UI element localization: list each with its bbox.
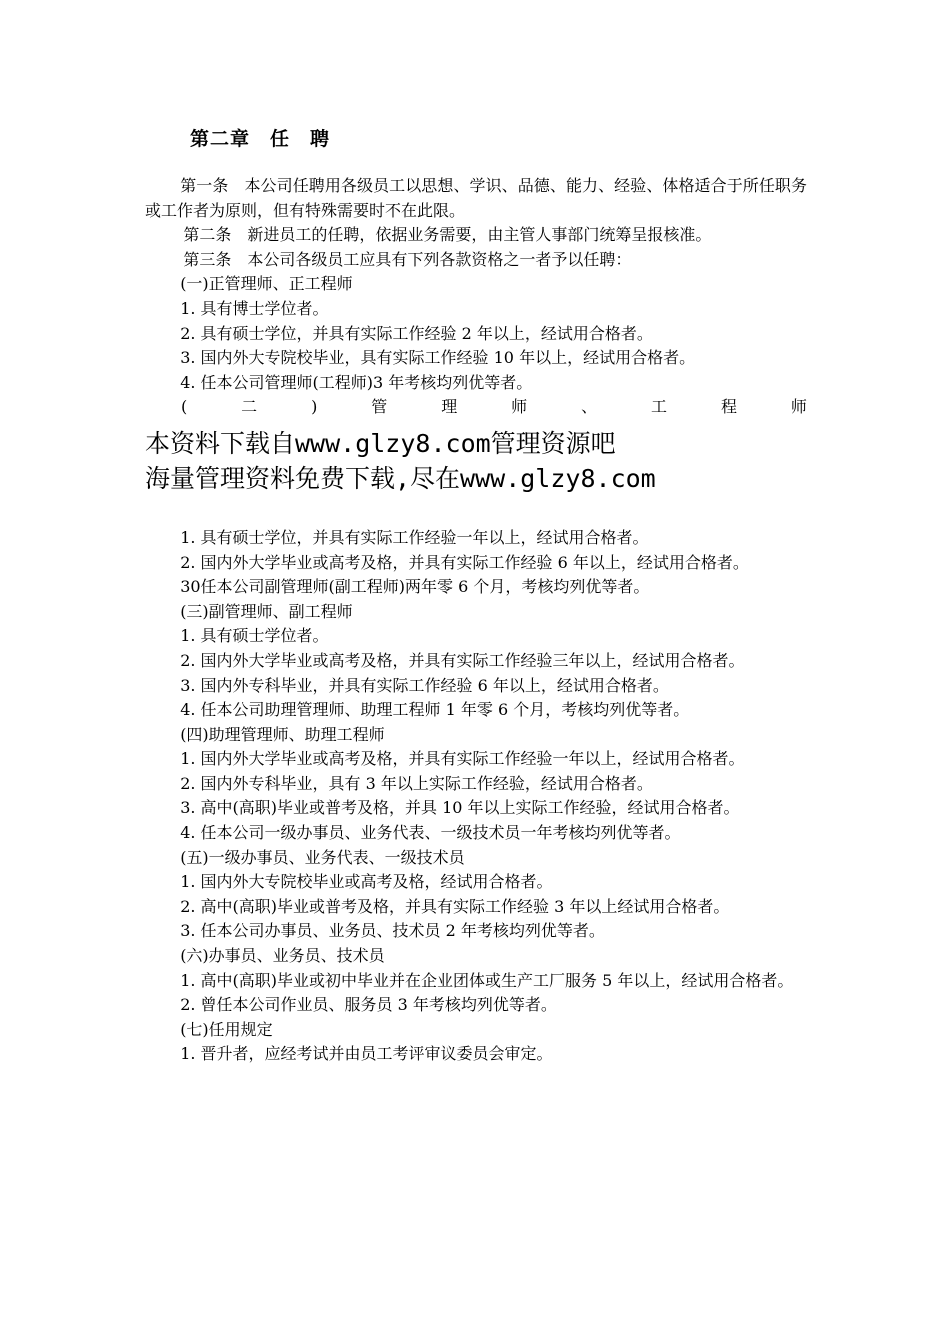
- list-item: 4. 任本公司助理管理师、助理工程师 1 年零 6 个月，考核均列优等者。: [180, 700, 690, 720]
- document-body: [145, 174, 807, 1067]
- spread-char: 程: [720, 397, 737, 417]
- spread-char: (: [181, 397, 188, 417]
- chapter-title: 第二章 任 聘: [190, 128, 331, 150]
- list-item: 1. 晋升者，应经考试并由员工考评审议委员会审定。: [180, 1044, 553, 1064]
- spread-subsection-heading: [145, 395, 807, 420]
- spread-char: 二: [241, 397, 258, 417]
- article-2: 第二条 新进员工的任聘，依据业务需要，由主管人事部门统筹呈报核准。: [183, 225, 712, 245]
- list-item: 2. 国内外大学毕业或高考及格，并具有实际工作经验 6 年以上，经试用合格者。: [180, 552, 749, 572]
- list-item: 2. 国内外专科毕业，具有 3 年以上实际工作经验，经试用合格者。: [180, 773, 653, 793]
- article-3: 第三条 本公司各级员工应具有下列各款资格之一者予以任聘：: [183, 249, 632, 269]
- list-item: 1. 具有硕士学位，并具有实际工作经验一年以上，经试用合格者。: [180, 527, 649, 547]
- spread-char: 师: [790, 397, 807, 417]
- list-item: 1. 具有硕士学位者。: [180, 626, 329, 646]
- subsection-heading: (三)副管理师、副工程师: [180, 601, 353, 621]
- list-item: 4. 任本公司一级办事员、业务代表、一级技术员一年考核均列优等者。: [180, 823, 681, 843]
- subsection-heading: (六)办事员、业务员、技术员: [180, 946, 385, 966]
- spread-char: 师: [511, 397, 528, 417]
- list-item: 1. 国内外大学毕业或高考及格，并具有实际工作经验一年以上，经试用合格者。: [180, 749, 745, 769]
- list-item: 1. 国内外大专院校毕业或高考及格，经试用合格者。: [180, 872, 553, 892]
- list-item: 3. 国内外专科毕业，并具有实际工作经验 6 年以上，经试用合格者。: [180, 675, 669, 695]
- spread-char: ): [311, 397, 318, 417]
- list-item: 2. 曾任本公司作业员、服务员 3 年考核均列优等者。: [180, 995, 557, 1015]
- spread-char: 、: [581, 397, 598, 417]
- list-item: 4. 任本公司管理师(工程师)3 年考核均列优等者。: [180, 372, 533, 392]
- watermark-line-1: 本资料下载自www.glzy8.com管理资源吧: [145, 428, 616, 458]
- list-item: 30任本公司副管理师(副工程师)两年零 6 个月，考核均列优等者。: [180, 577, 650, 597]
- list-item: 3. 国内外大专院校毕业，具有实际工作经验 10 年以上，经试用合格者。: [180, 348, 696, 368]
- list-item: 2. 具有硕士学位，并具有实际工作经验 2 年以上，经试用合格者。: [180, 323, 653, 343]
- list-item: 2. 高中(高职)毕业或普考及格，并具有实际工作经验 3 年以上经试用合格者。: [180, 896, 730, 916]
- subsection-heading: (四)助理管理师、助理工程师: [180, 724, 385, 744]
- subsection-heading: (一)正管理师、正工程师: [180, 274, 353, 294]
- list-item: 2. 国内外大学毕业或高考及格，并具有实际工作经验三年以上，经试用合格者。: [180, 650, 745, 670]
- list-item: 3. 高中(高职)毕业或普考及格，并具 10 年以上实际工作经验，经试用合格者。: [180, 798, 740, 818]
- spread-char: 工: [651, 397, 668, 417]
- article-1: 第一条 本公司任聘用各级员工以思想、学识、品德、能力、经验、体格适合于所任职务或工作者为原则，但有特殊需要时不在此限。: [145, 176, 807, 220]
- subsection-heading: (七)任用规定: [180, 1019, 273, 1039]
- subsection-heading: (五)一级办事员、业务代表、一级技术员: [180, 847, 465, 867]
- watermark-line-2: 海量管理资料免费下载,尽在www.glzy8.com: [145, 463, 656, 493]
- list-item: 3. 任本公司办事员、业务员、技术员 2 年考核均列优等者。: [180, 921, 605, 941]
- list-item: 1. 高中(高职)毕业或初中毕业并在企业团体或生产工厂服务 5 年以上，经试用合格者。: [180, 970, 794, 990]
- list-item: 1. 具有博士学位者。: [180, 298, 329, 318]
- spread-char: 理: [441, 397, 458, 417]
- spacer: [145, 496, 807, 526]
- spread-char: 管: [371, 397, 388, 417]
